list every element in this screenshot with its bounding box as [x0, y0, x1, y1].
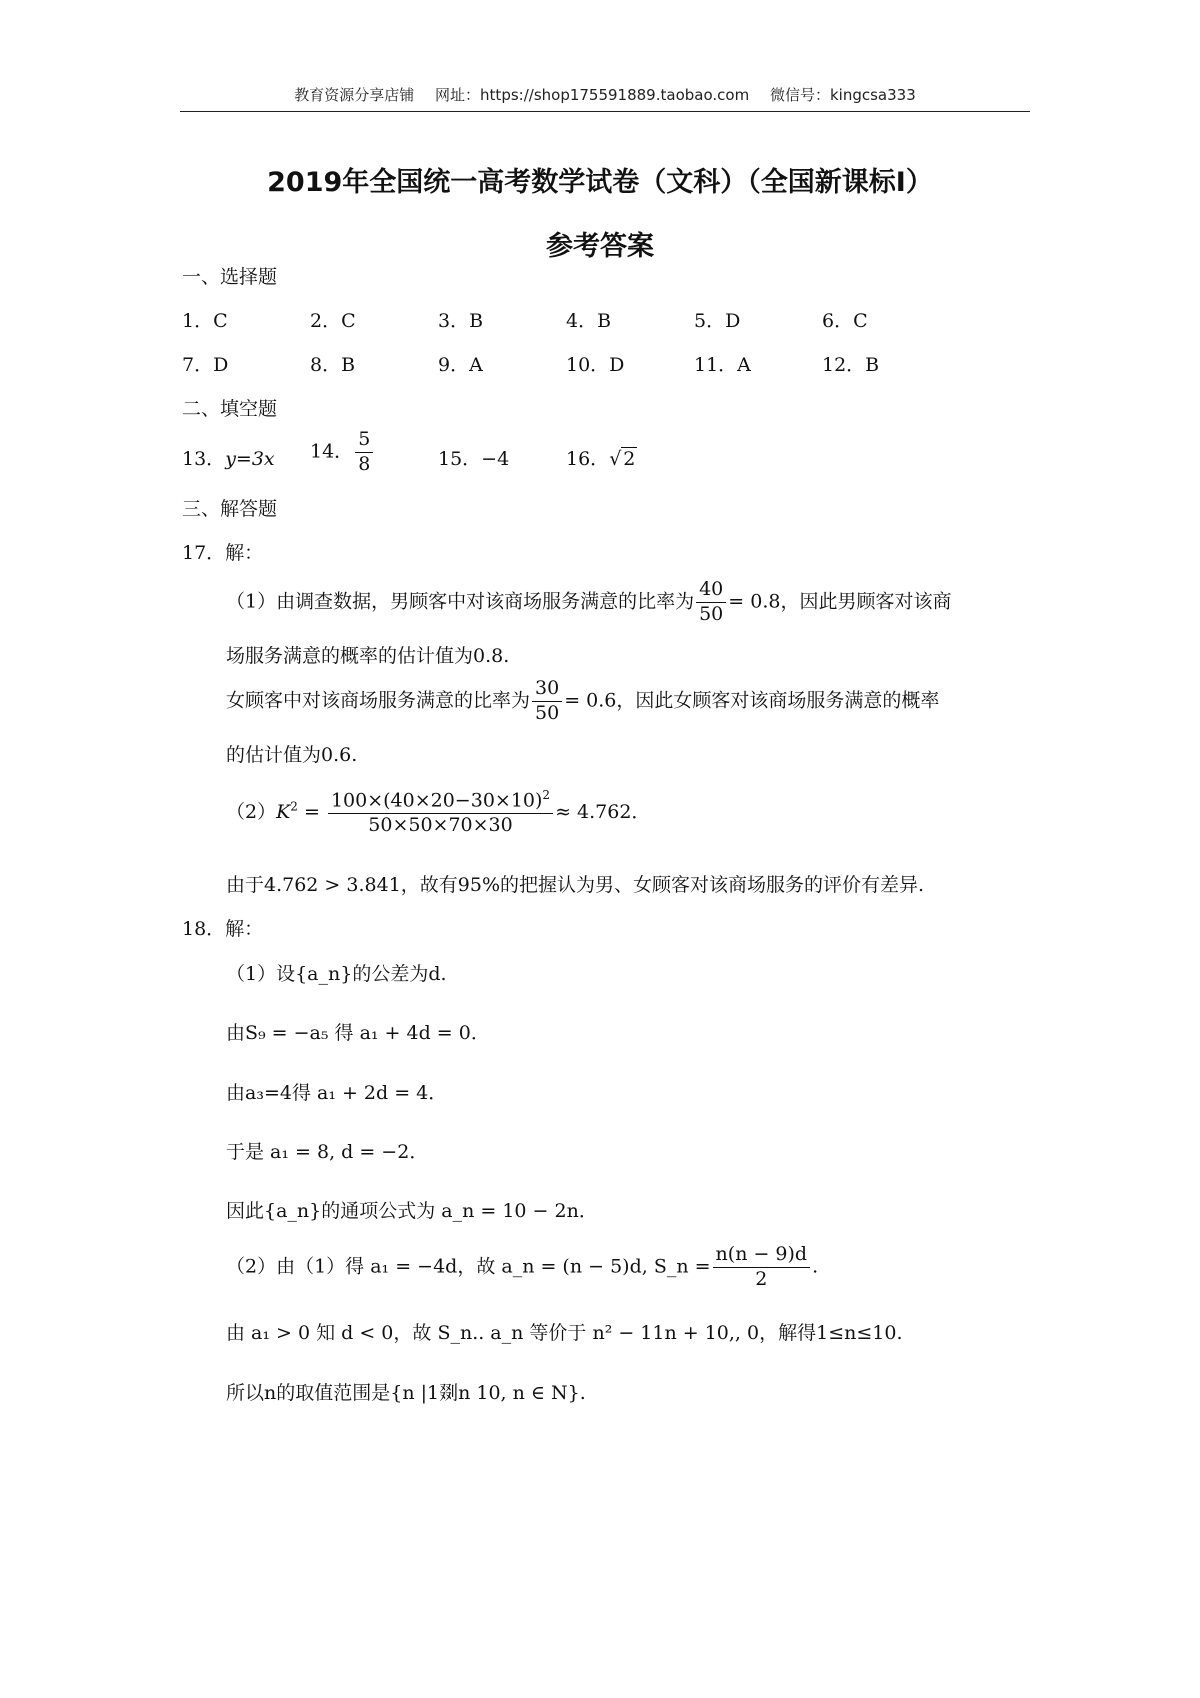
page-title: 2019年全国统一高考数学试卷（文科）（全国新课标Ⅰ）: [267, 167, 933, 198]
choice-answer: 4．B: [566, 310, 612, 332]
q18-line: 由 a₁ > 0 知 d < 0，故 S_n.. a_n 等价于 n² − 11n + 10,, 0，解得1≤n≤10.: [226, 1322, 903, 1344]
page-subtitle: 参考答案: [546, 231, 654, 262]
formula-eq: =: [297, 800, 326, 823]
formula-k-exp: 2: [290, 799, 298, 814]
fill-label: 16．: [566, 448, 610, 470]
fraction: [696, 578, 726, 627]
fraction-numerator: n(n − 9)d: [713, 1243, 811, 1268]
section-choice: 一、选择题: [182, 266, 278, 288]
fill-answer-15: 15．−4: [438, 448, 510, 470]
fraction-numerator: [328, 788, 553, 814]
choice-answer: 3．B: [438, 310, 484, 332]
page-header: [180, 84, 1030, 105]
q18-line: （1）设{a_n}的公差为d.: [226, 963, 447, 985]
formula-result: ≈ 4.762．: [555, 800, 651, 823]
q18-text: （2）由（1）得 a₁ = −4d，故 a_n = (n − 5)d, S_n =: [226, 1255, 711, 1278]
fraction: [713, 1243, 811, 1292]
header-shop: 教育资源分享店铺: [294, 86, 415, 104]
header-wechat: 微信号：kingcsa333: [769, 86, 916, 104]
fill-answer-14: [310, 428, 375, 477]
fraction-numerator: 30: [532, 677, 562, 702]
header-rule: [180, 111, 1030, 112]
formula-k: K: [276, 800, 291, 823]
q17-text: （1）由调查数据，男顾客中对该商场服务满意的比率为: [226, 590, 695, 613]
choice-answer: 2．C: [310, 310, 356, 332]
choice-answer: 1．C: [182, 310, 228, 332]
choice-answer: 6．C: [822, 310, 868, 332]
fraction-numerator: 5: [355, 428, 373, 453]
choice-answer: 8．B: [310, 354, 356, 376]
q17-text: = 0.8，因此男顾客对该商: [728, 590, 952, 613]
q18-text: .: [812, 1255, 819, 1278]
fraction-numerator: 40: [696, 578, 726, 603]
q17-formula: [226, 788, 650, 838]
q18-line: 所以n的取值范围是{n |1剟n 10, n ∈ N}.: [226, 1382, 586, 1404]
header-url[interactable]: 网址：https://shop175591889.taobao.com: [435, 86, 750, 104]
q17-heading: 17．解：: [182, 542, 264, 564]
q18-line: 由a₃=4得 a₁ + 2d = 4．: [226, 1082, 448, 1104]
fraction-denominator: 50×50×70×30: [368, 814, 513, 837]
q17-text: 女顾客中对该商场服务满意的比率为: [226, 689, 531, 712]
choice-answer: 11．A: [694, 354, 751, 376]
fraction-denominator: 8: [358, 452, 371, 475]
numerator-exp: 2: [542, 788, 551, 802]
formula-label: （2）: [226, 800, 277, 823]
q18-line: 因此{a_n}的通项公式为 a_n = 10 − 2n．: [226, 1200, 598, 1222]
choice-answer: 12．B: [822, 354, 880, 376]
fill-label: 13．: [182, 448, 226, 470]
q18-line: 于是 a₁ = 8, d = −2．: [226, 1141, 429, 1163]
q18-line: 由S₉ = −a₅ 得 a₁ + 4d = 0．: [226, 1022, 490, 1044]
q17-text: = 0.6，因此女顾客对该商场服务满意的概率: [564, 689, 940, 712]
fraction: [328, 788, 553, 838]
fraction-denominator: 2: [755, 1267, 768, 1290]
fraction: [532, 677, 562, 726]
section-fill: 二、填空题: [182, 398, 278, 420]
fraction: [355, 428, 373, 477]
q17-text: 由于4.762 > 3.841，故有95%的把握认为男、女顾客对该商场服务的评价有差异.: [226, 874, 925, 896]
section-solve: 三、解答题: [182, 498, 278, 520]
q17-text: 场服务满意的概率的估计值为0.8.: [226, 645, 510, 667]
q17-paragraph: [226, 578, 951, 627]
fill-answer-16: [566, 444, 637, 471]
numerator-text: 100×(40×20−30×10): [330, 789, 543, 812]
q18-heading: 18．解：: [182, 918, 264, 940]
fraction-denominator: 50: [699, 602, 724, 625]
fraction-denominator: 50: [535, 701, 560, 724]
fill-label: 14．: [310, 440, 354, 463]
sqrt-radicand: 2: [623, 448, 636, 470]
q17-text: 的估计值为0.6.: [226, 744, 358, 766]
fill-value: y=3x: [225, 448, 275, 470]
fill-answer-13: [182, 444, 275, 471]
choice-answer: 7．D: [182, 354, 229, 376]
choice-answer: 10．D: [566, 354, 625, 376]
choice-answer: 5．D: [694, 310, 741, 332]
choice-answer: 9．A: [438, 354, 483, 376]
sqrt-symbol: √ 2: [609, 448, 636, 470]
q17-paragraph: [226, 677, 939, 726]
q18-paragraph: [226, 1243, 818, 1292]
